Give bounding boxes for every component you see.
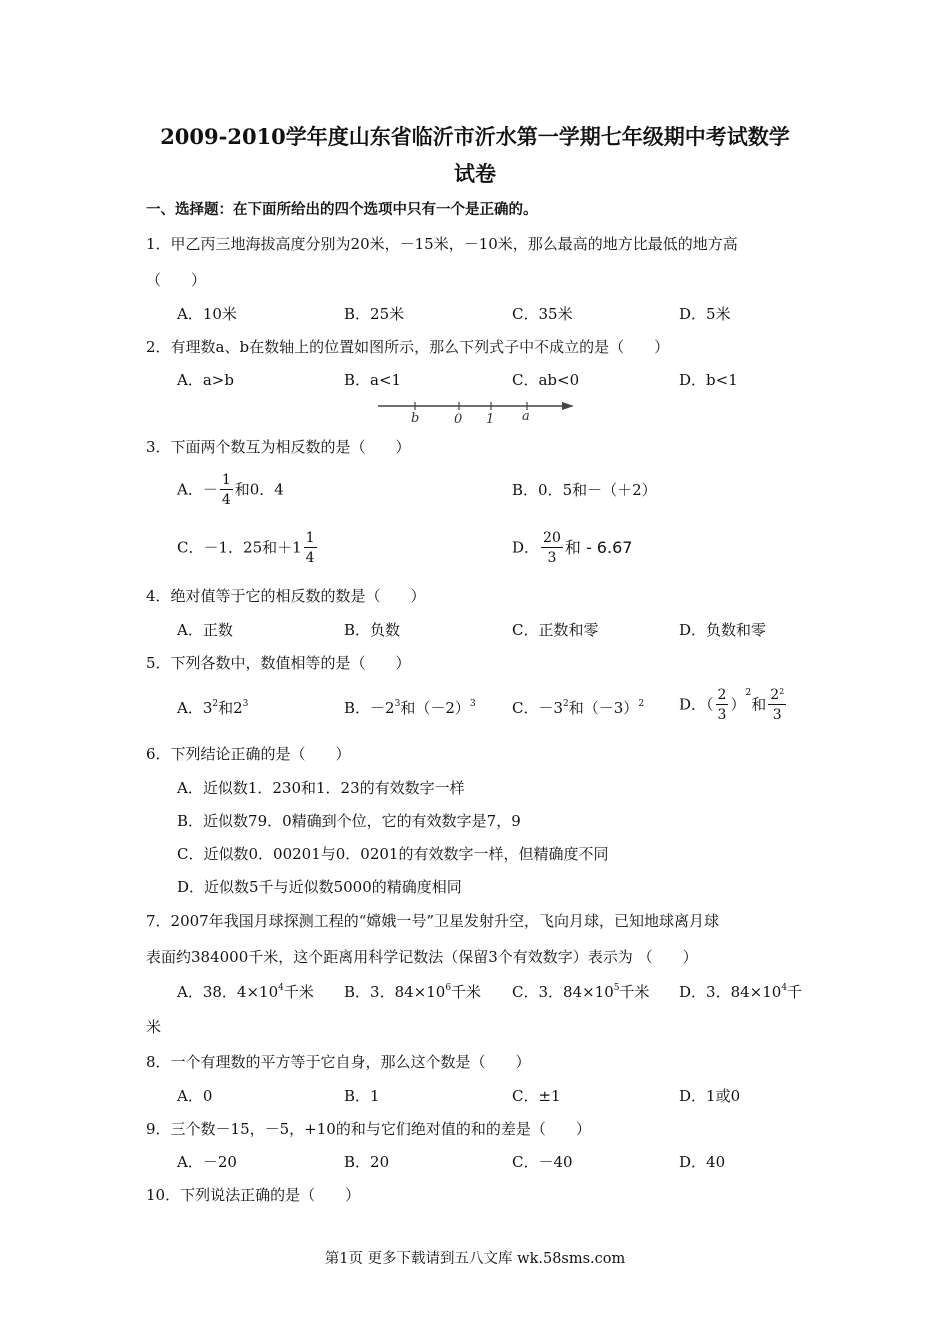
- question-6-stem: 6．下列结论正确的是（ ）: [146, 745, 351, 763]
- question-7-option-a: A．38．$4\times 10^4$千米: [177, 983, 314, 1001]
- question-9-option-c: C．－40: [512, 1153, 573, 1171]
- question-5-stem: 5．下列各数中，数值相等的是（ ）: [146, 654, 411, 672]
- question-1-option-c: C．35米: [512, 305, 573, 323]
- question-4-option-b: B．负数: [344, 621, 401, 639]
- question-7-stem-line2: 表面约384000千米，这个距离用科学记数法（保留3个有效数字）表示为 （ ）: [146, 948, 698, 966]
- question-4-option-d: D．负数和零: [679, 621, 767, 639]
- question-6-option-d: D．近似数5千与近似数5000的精确度相同: [177, 878, 462, 896]
- question-2-stem: 2．有理数a、b在数轴上的位置如图所示，那么下列式子中不成立的是（ ）: [146, 338, 670, 356]
- question-4-option-a: A．正数: [177, 621, 233, 639]
- number-line-arrow: [562, 402, 574, 410]
- question-8-option-c: C．±1: [512, 1087, 561, 1105]
- question-10-stem: 10．下列说法正确的是（ ）: [146, 1186, 361, 1204]
- question-2-option-a: A．a>b: [177, 371, 234, 389]
- question-2-option-c: C．ab<0: [512, 371, 580, 389]
- question-8-stem: 8．一个有理数的平方等于它自身，那么这个数是（ ）: [146, 1053, 531, 1071]
- question-3-option-b: B．0．5和－（＋2）: [512, 481, 657, 499]
- question-5-option-a: A．$3^2$和$2^3$: [177, 699, 249, 717]
- question-1-stem: 1．甲乙丙三地海拔高度分别为20米，－15米，－10米，那么最高的地方比最低的地方高: [146, 235, 738, 253]
- question-9-option-b: B．20: [344, 1153, 390, 1171]
- number-line-figure: [374, 396, 580, 426]
- question-3-option-a: A．－ $\frac{1}{4}$ 和0．4: [177, 472, 284, 508]
- question-7-option-d: D．3．$84\times 10^4$千: [679, 983, 803, 1001]
- question-8-option-b: B．1: [344, 1087, 380, 1105]
- question-6-option-c: C．近似数0．00201与0．0201的有效数字一样，但精确度不同: [177, 845, 609, 863]
- question-5-option-c: C．$-3^2$和$(-3)^2$: [512, 699, 645, 717]
- question-9-option-d: D．40: [679, 1153, 726, 1171]
- section-heading: 一、选择题：在下面所给出的四个选项中只有一个是正确的。: [146, 201, 538, 218]
- question-6-option-b: B．近似数79．0精确到个位，它的有效数字是7，9: [177, 812, 521, 830]
- question-7-option-b: B．3．$84\times 10^6$千米: [344, 983, 482, 1001]
- axis-label-a: a: [522, 409, 530, 424]
- question-7-option-c: C．3．$84\times 10^5$千米: [512, 983, 650, 1001]
- page-title: 2009-2010学年度山东省临沂市沂水第一学期七年级期中考试数学: [160, 124, 790, 149]
- question-3-stem: 3．下面两个数互为相反数的是（ ）: [146, 438, 411, 456]
- question-4-stem: 4．绝对值等于它的相反数的数是（ ）: [146, 587, 426, 605]
- question-8-option-d: D．1或0: [679, 1087, 741, 1105]
- page-title-line2: 试卷: [454, 161, 496, 186]
- question-9-stem: 9．三个数－15，－5，+10的和与它们绝对值的和的差是（ ）: [146, 1120, 591, 1138]
- question-7-wrap: 米: [146, 1018, 162, 1036]
- page-footer: 第1页 更多下载请到五八文库 wk.58sms.com: [324, 1251, 626, 1267]
- question-7-stem-line1: 7．2007年我国月球探测工程的“嫦娥一号”卫星发射升空，飞向月球，已知地球离月球: [146, 912, 720, 930]
- question-4-option-c: C．正数和零: [512, 621, 599, 639]
- question-2-option-b: B．a<1: [344, 371, 402, 389]
- question-5-option-d: D．（ $\frac{2}{3}$ ）$^2$和 $\frac{2^2}{3}$: [679, 687, 785, 723]
- axis-label-0: 0: [454, 412, 463, 426]
- question-1-option-b: B．25米: [344, 305, 405, 323]
- question-3-option-c: C．－1．25和＋1 $\frac{1}{4}$: [177, 530, 315, 566]
- axis-label-1: 1: [486, 412, 495, 426]
- question-2-option-d: D．b<1: [679, 371, 738, 389]
- question-3-option-d: D． $\frac{20}{3}$ 和 - 6.67: [512, 530, 633, 566]
- question-9-option-a: A．－20: [177, 1153, 237, 1171]
- question-1-option-d: D．5米: [679, 305, 731, 323]
- question-5-option-b: B．$-2^3$和$(-2)^3$: [344, 699, 476, 717]
- question-1-paren: （ ）: [146, 271, 207, 289]
- question-8-option-a: A．0: [177, 1087, 213, 1105]
- axis-label-b: b: [411, 411, 420, 426]
- question-1-option-a: A．10米: [177, 305, 237, 323]
- question-6-option-a: A．近似数1．230和1．23的有效数字一样: [177, 779, 465, 797]
